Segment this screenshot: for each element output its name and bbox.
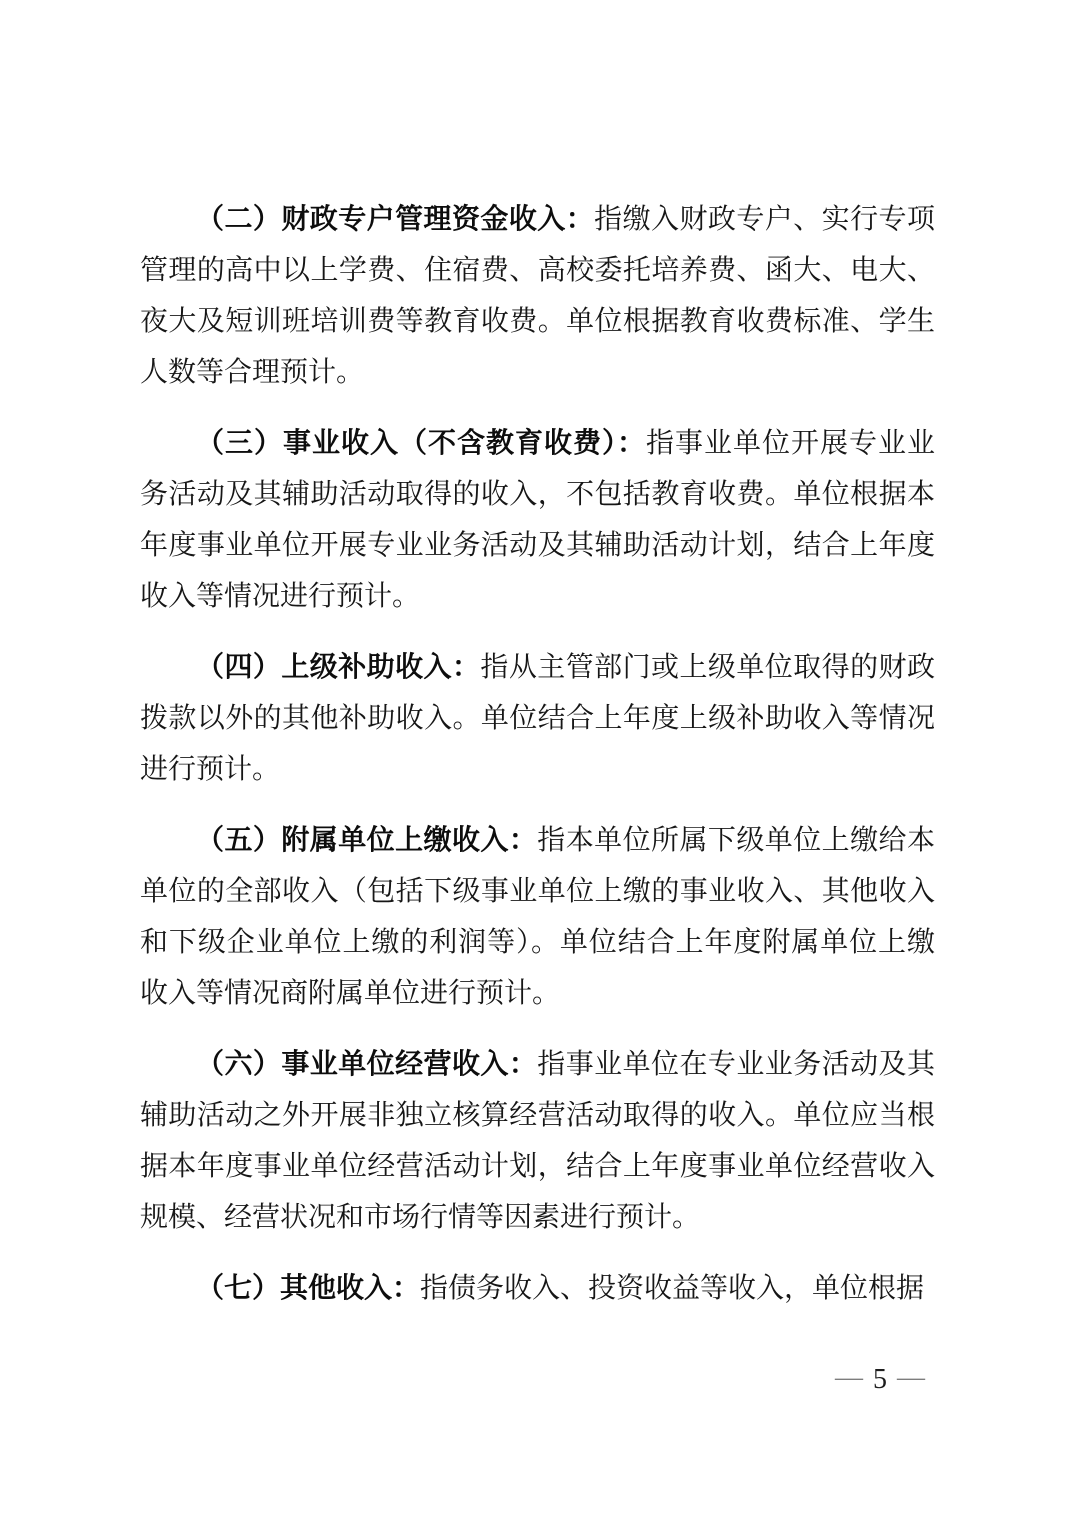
paragraph bbox=[140, 815, 935, 1019]
page-number bbox=[825, 1360, 935, 1400]
paragraph-heading: （六）事业单位经营收入： bbox=[196, 1049, 538, 1080]
page-number-value: 5 bbox=[873, 1364, 887, 1395]
page-number-dash-left: — bbox=[835, 1362, 863, 1393]
paragraph-body: 指债务收入、投资收益等收入，单位根据 bbox=[420, 1273, 925, 1304]
paragraph-heading: （三）事业收入（不含教育收费）： bbox=[196, 428, 646, 459]
paragraph-body: 指事业单位在专业业务活动及其辅助活动之外开展非独立核算经营活动取得的收入。单位应当根据本年度事业单位经营活动计划，结合上年度事业单位经营收入规模、经营状况和市场行情等因素进行预计。 bbox=[140, 1049, 935, 1233]
paragraph-body: 指本单位所属下级单位上缴给本单位的全部收入（包括下级事业单位上缴的事业收入、其他收入和下级企业单位上缴的利润等）。单位结合上年度附属单位上缴收入等情况商附属单位进行预计。 bbox=[140, 825, 935, 1009]
paragraph bbox=[140, 1263, 935, 1314]
paragraph-body: 指缴入财政专户、实行专项管理的高中以上学费、住宿费、高校委托培养费、函大、电大、夜大及短训班培训费等教育收费。单位根据教育收费标准、学生人数等合理预计。 bbox=[140, 204, 935, 388]
paragraph bbox=[140, 418, 935, 622]
paragraph-heading: （七）其他收入： bbox=[196, 1273, 421, 1304]
paragraph-body: 指从主管部门或上级单位取得的财政拨款以外的其他补助收入。单位结合上年度上级补助收入等情况进行预计。 bbox=[140, 652, 935, 785]
paragraph-heading: （四）上级补助收入： bbox=[196, 652, 481, 683]
paragraph-heading: （五）附属单位上缴收入： bbox=[196, 825, 538, 856]
paragraph bbox=[140, 1039, 935, 1243]
paragraph-heading: （二）财政专户管理资金收入： bbox=[196, 204, 595, 235]
paragraph bbox=[140, 194, 935, 398]
paragraph-body: 指事业单位开展专业业务活动及其辅助活动取得的收入，不包括教育收费。单位根据本年度事业单位开展专业业务活动及其辅助活动计划，结合上年度收入等情况进行预计。 bbox=[140, 428, 935, 612]
page-number-dash-right: — bbox=[897, 1362, 925, 1393]
paragraph bbox=[140, 642, 935, 795]
document-body bbox=[140, 194, 935, 1334]
